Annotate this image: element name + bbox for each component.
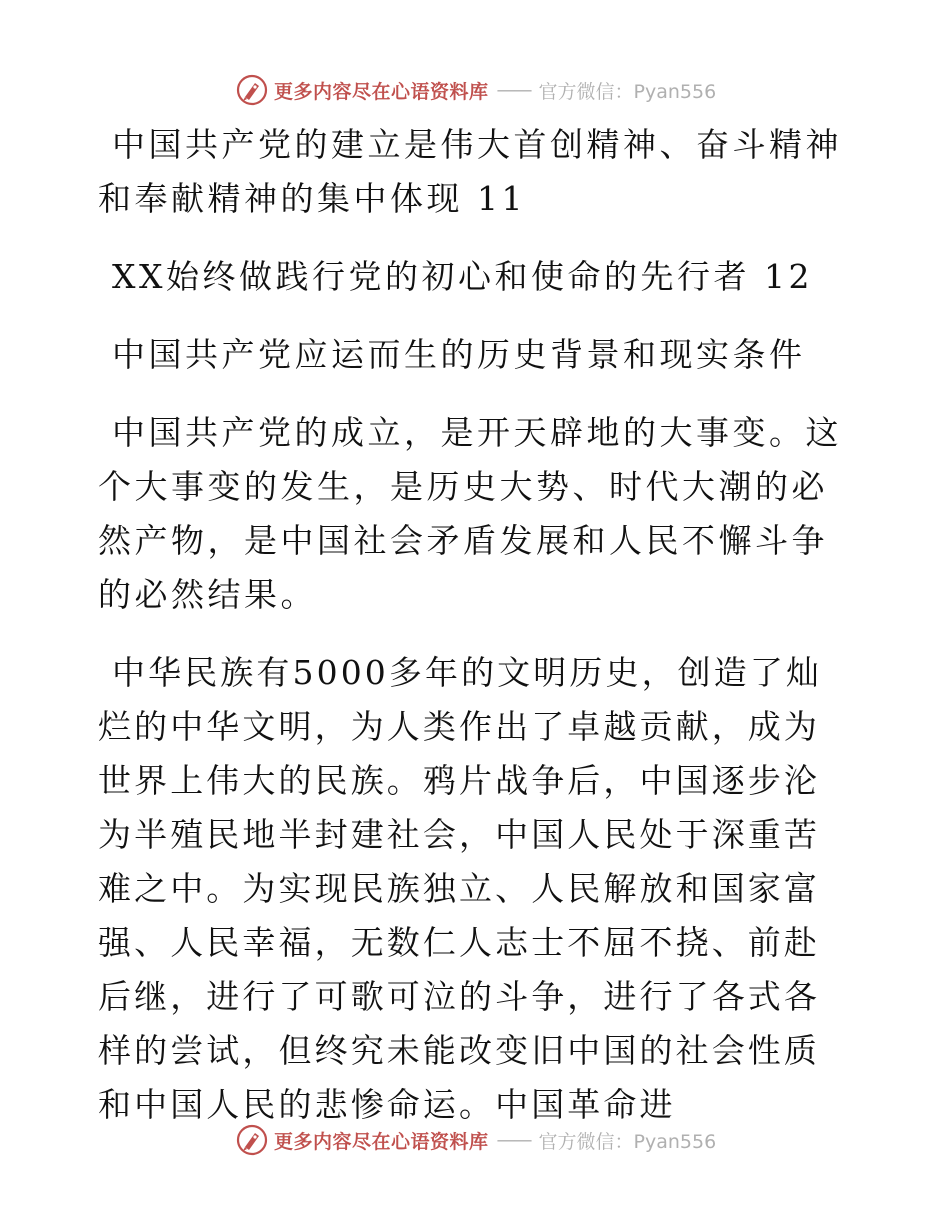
header-separator: —— <box>496 79 531 101</box>
pen-nib-logo-icon <box>236 1124 268 1156</box>
footer-wechat-text: 官方微信：Pyan556 <box>538 1130 717 1153</box>
document-body <box>98 118 850 1156</box>
header-wechat-text: 官方微信：Pyan556 <box>538 80 717 103</box>
body-paragraph-founding: 中国共产党的成立，是开天辟地的大事变。这个大事变的发生，是历史大势、时代大潮的必然产物，是中国社会矛盾发展和人民不懈斗争的必然结果。 <box>98 413 842 614</box>
header-watermark <box>236 72 716 108</box>
body-paragraph-history: 中华民族有5000多年的文明历史，创造了灿烂的中华文明，为人类作出了卓越贡献，成为世界上伟大的民族。鸦片战争后，中国逐步沦为半殖民地半封建社会，中国人民处于深重苦难之中。为实现民族独立、人民解放和国家富强、人民幸福，无数仁人志士不屈不挠、前赴后继，进行了可歌可泣的斗争，进行了各式各样的尝试，但终究未能改变旧中国的社会性质和中国人民的悲惨命运。中国革命进 <box>98 653 823 1124</box>
toc-entry-founding-spirit: 中国共产党的建立是伟大首创精神、奋斗精神和奉献精神的集中体现 11 <box>98 125 842 218</box>
footer-watermark <box>236 1122 716 1158</box>
section-heading: 中国共产党应运而生的历史背景和现实条件 <box>112 335 806 374</box>
footer-separator: —— <box>496 1129 531 1151</box>
footer-site-text: 更多内容尽在心语资料库 <box>274 1130 489 1153</box>
toc-entry-pioneer: XX始终做践行党的初心和使命的先行者 12 <box>112 257 813 296</box>
header-site-text: 更多内容尽在心语资料库 <box>274 80 489 103</box>
pen-nib-logo-icon <box>236 74 268 106</box>
